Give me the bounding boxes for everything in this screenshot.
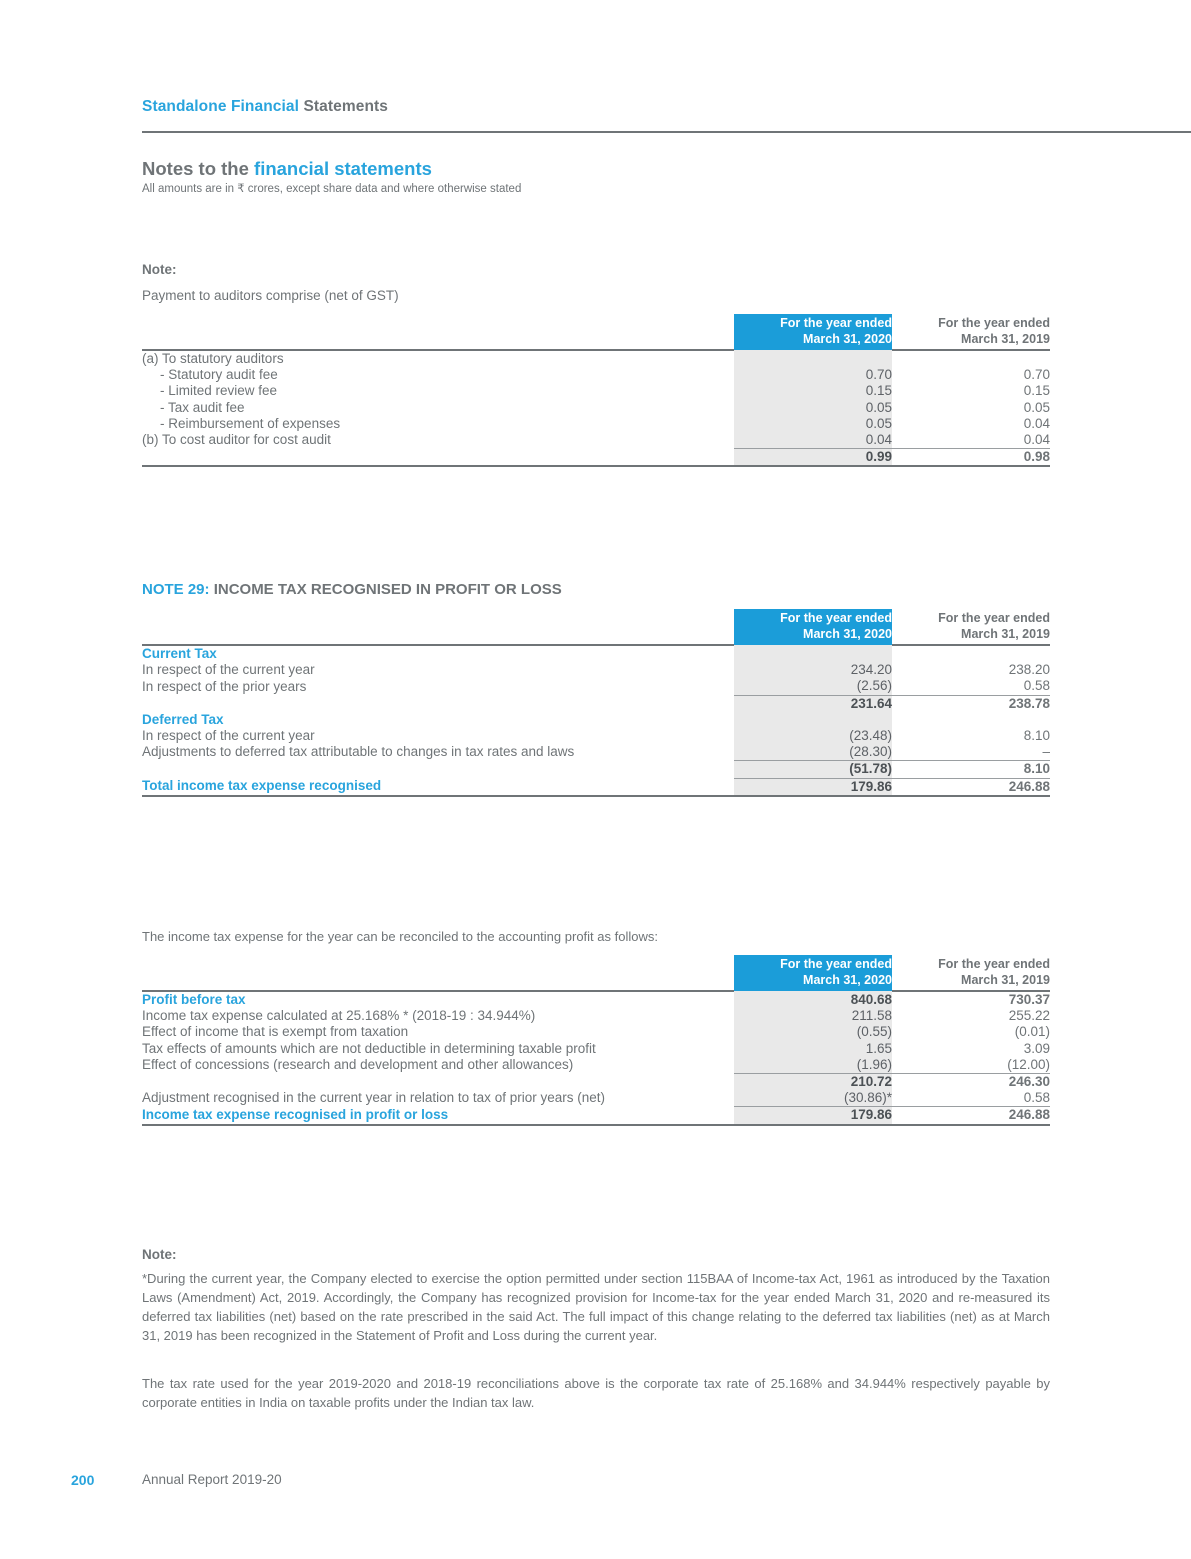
page-subtitle: All amounts are in ₹ crores, except share data and where otherwise stated	[142, 183, 522, 195]
reconciliation-intro: The income tax expense for the year can be reconciled to the accounting profit as follows:	[142, 929, 658, 944]
note-line-1: Payment to auditors comprise (net of GST)	[142, 288, 399, 303]
row-current-value: (51.78)	[734, 761, 892, 778]
header-previous-line2: March 31, 2019	[961, 331, 1050, 346]
header-previous-line1: For the year ended	[938, 315, 1050, 330]
row-previous-value: 0.58	[892, 678, 1050, 695]
running-head	[142, 98, 388, 116]
note-label-2: Note:	[142, 1247, 177, 1262]
row-label	[142, 695, 734, 712]
header-current-line2: March 31, 2020	[803, 627, 892, 641]
header-previous-line2: March 31, 2019	[961, 626, 1050, 641]
row-previous-value: –	[892, 744, 1050, 761]
row-label: - Statutory audit fee	[160, 367, 278, 383]
row-label: Effect of concessions (research and development and other allowances)	[142, 1057, 574, 1072]
row-label: Adjustment recognised in the current year in relation to tax of prior years (net)	[142, 1090, 605, 1106]
table-subtotal-row	[142, 761, 1050, 778]
table-row	[142, 367, 1050, 383]
row-previous-value: (12.00)	[892, 1057, 1050, 1074]
header-previous-line1: For the year ended	[938, 610, 1050, 625]
table-row	[142, 383, 1050, 399]
table-row	[142, 744, 1050, 761]
header-current-line1: For the year ended	[780, 611, 892, 626]
row-label: Current Tax	[142, 646, 217, 661]
header-current-year	[734, 955, 892, 991]
header-previous-line1: For the year ended	[938, 956, 1050, 971]
row-current-value	[734, 712, 892, 728]
table-total-row	[142, 778, 1050, 796]
table-row	[142, 678, 1050, 695]
row-current-value: 0.04	[734, 432, 892, 449]
row-previous-value: 0.70	[892, 367, 1050, 383]
row-current-value: 840.68	[734, 991, 892, 1008]
row-previous-value: 246.88	[892, 1107, 1050, 1125]
row-label: - Reimbursement of expenses	[160, 415, 341, 431]
row-label: Profit before tax	[142, 992, 246, 1007]
header-current-year	[734, 609, 892, 645]
row-current-value: 0.70	[734, 367, 892, 383]
row-label: (a) To statutory auditors	[142, 351, 284, 366]
header-blank	[142, 314, 734, 350]
table-row	[142, 728, 1050, 744]
row-current-value: 0.05	[734, 416, 892, 432]
running-head-part1: Standalone Financial	[142, 98, 304, 115]
note-paragraph-1: *During the current year, the Company elected to exercise the option permitted under section 115BAA of Income-tax Act, 1961 as introduced by the Taxation Laws (Amendment) Act, 2019. Accordingly, the Company has recognized provision for Income-tax for the year ended March 31, 2020 and re-measured its deferred tax liabilities (net) based on the rate prescribed in the said Act. The full impact of this change relating to the deferred tax liabilities (net) as at March 31, 2019 has been recognized in the Statement of Profit and Loss during the current year.	[142, 1271, 1050, 1343]
row-label: (b) To cost auditor for cost audit	[142, 432, 331, 448]
row-current-value: (28.30)	[734, 744, 892, 761]
row-current-value: 179.86	[734, 1107, 892, 1125]
row-previous-value: 238.20	[892, 662, 1050, 678]
running-head-part2: Statements	[303, 98, 388, 115]
row-current-value: (0.55)	[734, 1024, 892, 1040]
table-row	[142, 1008, 1050, 1024]
table-row	[142, 991, 1050, 1008]
table-row	[142, 1057, 1050, 1074]
row-label	[142, 449, 734, 467]
row-previous-value: 8.10	[892, 761, 1050, 778]
row-previous-value: 246.88	[892, 778, 1050, 796]
header-previous-year	[892, 314, 1050, 350]
note-29-number: NOTE 29:	[142, 581, 214, 598]
note-label-1: Note:	[142, 262, 177, 277]
header-divider	[142, 131, 1191, 133]
row-label: In respect of the current year	[142, 662, 315, 678]
row-previous-value: 255.22	[892, 1008, 1050, 1024]
table-row	[142, 662, 1050, 678]
row-previous-value: 0.58	[892, 1090, 1050, 1107]
table-row	[142, 645, 1050, 662]
row-current-value: (30.86)*	[734, 1090, 892, 1107]
tax-reconciliation-table	[142, 955, 1050, 1126]
table-row	[142, 400, 1050, 416]
row-previous-value: 0.04	[892, 432, 1050, 449]
table-row	[142, 712, 1050, 728]
row-label: Income tax expense recognised in profit or loss	[142, 1107, 734, 1125]
row-previous-value: (0.01)	[892, 1024, 1050, 1040]
row-current-value	[734, 645, 892, 662]
table-row	[142, 350, 1050, 367]
table-subtotal-row	[142, 695, 1050, 712]
table-row	[142, 1041, 1050, 1057]
header-current-line2: March 31, 2020	[803, 973, 892, 987]
row-current-value: 1.65	[734, 1041, 892, 1057]
row-label	[142, 1073, 734, 1090]
row-label: Income tax expense calculated at 25.168% * (2018-19 : 34.944%)	[142, 1008, 536, 1024]
row-label: Effect of income that is exempt from taxation	[142, 1024, 409, 1040]
row-current-value: (2.56)	[734, 678, 892, 695]
header-blank	[142, 955, 734, 991]
row-current-value: 0.15	[734, 383, 892, 399]
row-current-value: 0.99	[734, 449, 892, 467]
row-previous-value: 0.15	[892, 383, 1050, 399]
header-current-year	[734, 314, 892, 350]
row-label: Adjustments to deferred tax attributable to changes in tax rates and laws	[142, 744, 575, 760]
row-current-value: 210.72	[734, 1073, 892, 1090]
row-current-value: 231.64	[734, 695, 892, 712]
page-number: 200	[71, 1472, 95, 1488]
header-current-line1: For the year ended	[780, 316, 892, 331]
header-current-line2: March 31, 2020	[803, 332, 892, 346]
header-previous-year	[892, 609, 1050, 645]
row-label	[142, 761, 734, 778]
row-current-value: (23.48)	[734, 728, 892, 744]
page-title-part1: Notes to the	[142, 158, 255, 179]
row-previous-value: 3.09	[892, 1041, 1050, 1057]
row-previous-value: 0.04	[892, 416, 1050, 432]
row-current-value: (1.96)	[734, 1057, 892, 1074]
note-29-heading	[142, 581, 562, 598]
row-previous-value: 246.30	[892, 1073, 1050, 1090]
page-title	[142, 158, 432, 180]
table-total-row	[142, 1107, 1050, 1125]
row-label: In respect of the prior years	[142, 678, 307, 694]
row-previous-value	[892, 645, 1050, 662]
row-previous-value: 0.05	[892, 400, 1050, 416]
header-blank	[142, 609, 734, 645]
page-title-part2: financial statements	[254, 158, 432, 179]
header-previous-year	[892, 955, 1050, 991]
header-current-line1: For the year ended	[780, 957, 892, 972]
row-current-value: 234.20	[734, 662, 892, 678]
table-row	[142, 432, 1050, 449]
row-previous-value: 8.10	[892, 728, 1050, 744]
table-header-row	[142, 314, 1050, 350]
row-previous-value: 730.37	[892, 991, 1050, 1008]
row-label: Tax effects of amounts which are not deductible in determining taxable profit	[142, 1040, 596, 1056]
row-previous-value	[892, 712, 1050, 728]
row-label: - Limited review fee	[160, 383, 278, 399]
row-current-value: 211.58	[734, 1008, 892, 1024]
row-current-value: 0.05	[734, 400, 892, 416]
row-previous-value: 0.98	[892, 449, 1050, 467]
row-current-value: 179.86	[734, 778, 892, 796]
income-tax-table	[142, 609, 1050, 797]
row-label: Deferred Tax	[142, 711, 224, 727]
table-header-row	[142, 955, 1050, 991]
footer-text: Annual Report 2019-20	[142, 1472, 282, 1487]
row-label: In respect of the current year	[142, 727, 315, 743]
row-current-value	[734, 350, 892, 367]
note-29-title: INCOME TAX RECOGNISED IN PROFIT OR LOSS	[213, 581, 562, 598]
row-label: Total income tax expense recognised	[142, 778, 734, 796]
table-total-row	[142, 449, 1050, 467]
auditor-payment-table	[142, 314, 1050, 467]
table-subtotal-row	[142, 1073, 1050, 1090]
table-row	[142, 1024, 1050, 1040]
header-previous-line2: March 31, 2019	[961, 972, 1050, 987]
table-row	[142, 416, 1050, 432]
row-previous-value: 238.78	[892, 695, 1050, 712]
note-paragraph-2: The tax rate used for the year 2019-2020 and 2018-19 reconciliations above is the corporate tax rate of 25.168% and 34.944% respectively payable by corporate entities in India on taxable profits under the Indian tax law.	[142, 1376, 1050, 1410]
table-row	[142, 1090, 1050, 1107]
row-previous-value	[892, 350, 1050, 367]
table-header-row	[142, 609, 1050, 645]
row-label: - Tax audit fee	[160, 399, 245, 415]
